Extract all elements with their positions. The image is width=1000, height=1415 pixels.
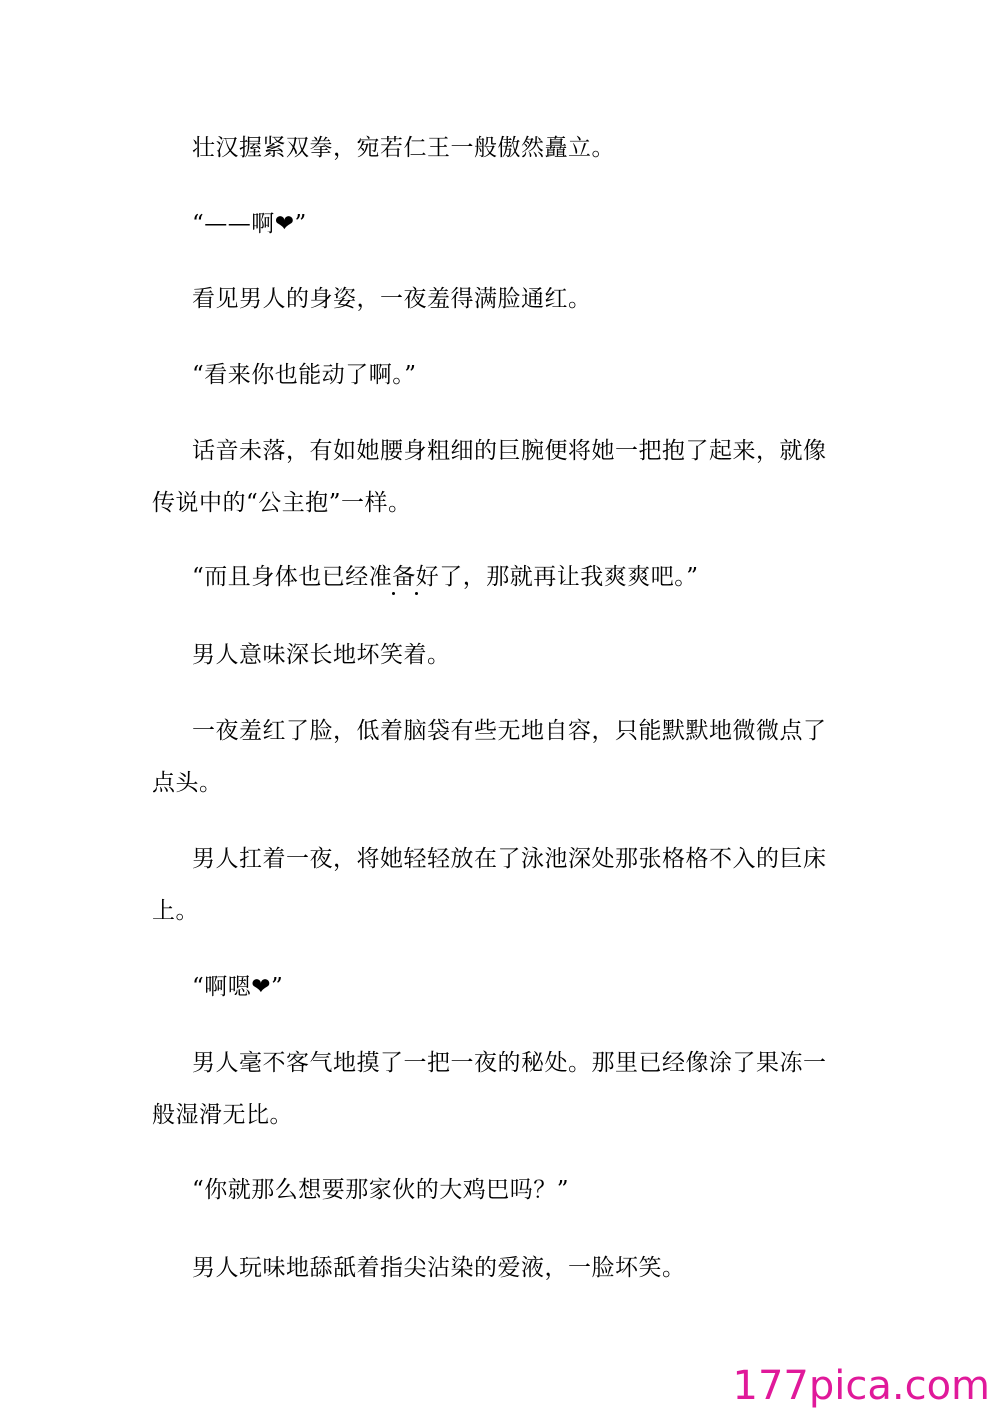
paragraph: 一夜羞红了脸，低着脑袋有些无地自容，只能默默地微微点了点头。 <box>152 718 827 796</box>
paragraph: 男人玩味地舔舐着指尖沾染的爱液，一脸坏笑。 <box>192 1255 686 1281</box>
paragraph: 壮汉握紧双拳，宛若仁王一般傲然矗立。 <box>192 135 615 161</box>
watermark-text: 177pica.com <box>732 1363 990 1409</box>
paragraph: “——啊❤” <box>192 211 307 237</box>
paragraph: 男人毫不客气地摸了一把一夜的秘处。那里已经像涂了果冻一般湿滑无比。 <box>152 1050 827 1128</box>
paragraph: “而且身体也已经准备好了，那就再让我爽爽吧。” <box>192 564 699 590</box>
paragraph: “看来你也能动了啊。” <box>192 362 417 388</box>
paragraph: 看见男人的身姿，一夜羞得满脸通红。 <box>192 286 592 312</box>
paragraph: “啊嗯❤” <box>192 974 284 1000</box>
paragraph: 男人扛着一夜，将她轻轻放在了泳池深处那张格格不入的巨床上。 <box>152 846 827 924</box>
paragraph: 男人意味深长地坏笑着。 <box>192 642 451 668</box>
emphasis-dot <box>392 592 395 595</box>
paragraph: “你就那么想要那家伙的大鸡巴吗？” <box>192 1177 570 1203</box>
paragraph: 话音未落，有如她腰身粗细的巨腕便将她一把抱了起来，就像传说中的“公主抱”一样。 <box>152 438 827 516</box>
emphasis-dot <box>415 592 418 595</box>
